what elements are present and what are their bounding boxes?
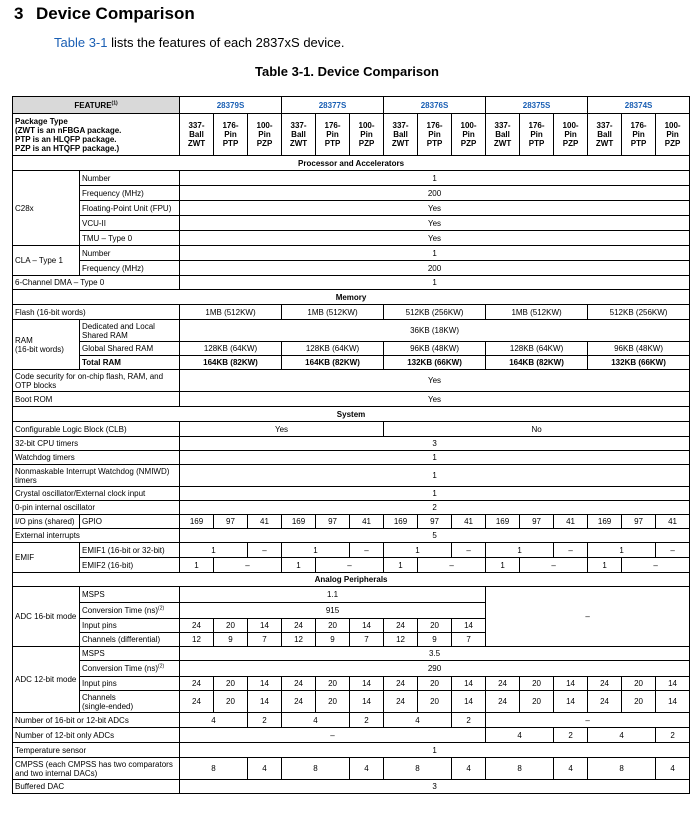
cell-value: 20 [622, 677, 656, 691]
table-row [13, 501, 690, 515]
cla-label: CLA – Type 1 [13, 246, 80, 276]
cell-value: – [486, 587, 690, 647]
cell-value: 1 [486, 543, 554, 558]
cell-value: 24 [384, 691, 418, 713]
table-row [13, 728, 690, 743]
cell-value: 4 [452, 758, 486, 780]
cell-value: 24 [180, 691, 214, 713]
cell-value: 12 [384, 633, 418, 647]
table-row [13, 558, 690, 573]
table-row [13, 529, 690, 543]
cell-value: 1 [486, 558, 520, 573]
row-label: Number [80, 171, 180, 186]
row-label: Nonmaskable Interrupt Watchdog (NMIWD) timers [13, 465, 180, 487]
table-row [13, 587, 690, 603]
table-row [13, 171, 690, 186]
cell-value: 200 [180, 261, 690, 276]
table-row [13, 246, 690, 261]
cell-value: 24 [588, 677, 622, 691]
cell-value: 4 [588, 728, 656, 743]
cell-value: 200 [180, 186, 690, 201]
cell-value: 24 [282, 619, 316, 633]
cell-value: 20 [520, 677, 554, 691]
cell-value: 14 [248, 677, 282, 691]
package-cell: 100- Pin PZP [350, 114, 384, 156]
cell-value: 20 [316, 619, 350, 633]
cell-value: 14 [554, 691, 588, 713]
cell-value: 2 [248, 713, 282, 728]
table-row [13, 780, 690, 794]
package-cell: 100- Pin PZP [554, 114, 588, 156]
cell-value: 3 [180, 437, 690, 451]
adc16-label: ADC 16-bit mode [13, 587, 80, 647]
cell-value: 4 [180, 713, 248, 728]
section-number: 3 [14, 4, 24, 23]
table-row [13, 691, 690, 713]
cell-value: 3 [180, 780, 690, 794]
table-row [13, 261, 690, 276]
row-label: Watchdog timers [13, 451, 180, 465]
row-label: Channels (single-ended) [80, 691, 180, 713]
row-label: Temperature sensor [13, 743, 180, 758]
cell-value: 97 [214, 515, 248, 529]
cell-value: 7 [452, 633, 486, 647]
cell-value: – [418, 558, 486, 573]
cell-value: 1 [180, 558, 214, 573]
row-label: Total RAM [80, 356, 180, 370]
cell-value: 1 [384, 543, 452, 558]
section-header: Memory [13, 290, 690, 305]
row-label: 6-Channel DMA – Type 0 [13, 276, 180, 290]
cell-value: 3.5 [180, 647, 690, 661]
cell-value: – [622, 558, 690, 573]
cell-value: 4 [282, 713, 350, 728]
row-label: MSPS [80, 647, 180, 661]
cell-value: 41 [350, 515, 384, 529]
row-label: VCU-II [80, 216, 180, 231]
cell-value: 169 [180, 515, 214, 529]
cell-value: 20 [418, 691, 452, 713]
device-header: 28377S [282, 97, 384, 114]
cell-value: 20 [214, 619, 248, 633]
table-row [13, 515, 690, 529]
row-label: 0-pin internal oscillator [13, 501, 180, 515]
package-cell: 100- Pin PZP [248, 114, 282, 156]
cell-value: No [384, 422, 690, 437]
cell-value: 128KB (64KW) [180, 342, 282, 356]
cell-value: 164KB (82KW) [282, 356, 384, 370]
cell-value: 14 [350, 691, 384, 713]
table-row [13, 758, 690, 780]
cell-value: 41 [248, 515, 282, 529]
table-row [13, 713, 690, 728]
row-label: Frequency (MHz) [80, 261, 180, 276]
cell-value: 164KB (82KW) [180, 356, 282, 370]
cell-value: 97 [622, 515, 656, 529]
cell-value: 1 [282, 543, 350, 558]
table-row [13, 356, 690, 370]
device-comparison-table [12, 96, 690, 794]
cell-value: 97 [418, 515, 452, 529]
package-cell: 337- Ball ZWT [282, 114, 316, 156]
cell-value: 12 [282, 633, 316, 647]
section-heading [14, 4, 195, 24]
cell-value: 1 [180, 487, 690, 501]
device-header: 28379S [180, 97, 282, 114]
cell-value: 1MB (512KW) [180, 305, 282, 320]
table-row [13, 216, 690, 231]
cell-value: 20 [316, 691, 350, 713]
row-label: CMPSS (each CMPSS has two comparators and two internal DACs) [13, 758, 180, 780]
cell-value: 4 [384, 713, 452, 728]
cell-value: 4 [486, 728, 554, 743]
cell-value: 14 [248, 691, 282, 713]
cell-value: 20 [316, 677, 350, 691]
cell-value: – [486, 713, 690, 728]
cell-value: – [316, 558, 384, 573]
cell-value: Yes [180, 422, 384, 437]
section-title: Device Comparison [36, 4, 195, 23]
table-row [13, 320, 690, 342]
c28x-label: C28x [13, 171, 80, 246]
cell-value: 4 [350, 758, 384, 780]
cell-value: 9 [418, 633, 452, 647]
package-label: Package Type (ZWT is an nFBGA package. PTP is an HLQFP package. PZP is an HTQFP package.) [13, 114, 180, 156]
cell-value: 4 [248, 758, 282, 780]
cell-value: 2 [180, 501, 690, 515]
cell-value: 290 [180, 661, 690, 677]
cell-value: 20 [520, 691, 554, 713]
cell-value: 1MB (512KW) [486, 305, 588, 320]
cell-value: 97 [520, 515, 554, 529]
cell-value: 9 [316, 633, 350, 647]
cell-value: 7 [350, 633, 384, 647]
row-label: Conversion Time (ns)$^{(2)}$ [80, 603, 180, 619]
cell-value: 8 [180, 758, 248, 780]
device-header: 28374S [588, 97, 690, 114]
cell-value: 24 [384, 619, 418, 633]
cell-value: 169 [282, 515, 316, 529]
cell-value: 1 [180, 743, 690, 758]
table-row [13, 422, 690, 437]
cell-value: 14 [656, 691, 690, 713]
cell-value: 132KB (66KW) [384, 356, 486, 370]
cell-value: 12 [180, 633, 214, 647]
cell-value: 24 [282, 691, 316, 713]
table-row [13, 661, 690, 677]
cell-value: – [180, 728, 486, 743]
cell-value: 1 [588, 543, 656, 558]
row-label: Number of 16-bit or 12-bit ADCs [13, 713, 180, 728]
cell-value: 41 [554, 515, 588, 529]
row-label: Code security for on-chip flash, RAM, and OTP blocks [13, 370, 180, 392]
row-label: EMIF1 (16-bit or 32-bit) [80, 543, 180, 558]
package-cell: 176- Pin PTP [214, 114, 248, 156]
section-header: Analog Peripherals [13, 573, 690, 587]
cell-value: 1 [180, 543, 248, 558]
cell-value: 8 [282, 758, 350, 780]
cell-value: 512KB (256KW) [588, 305, 690, 320]
cell-value: – [350, 543, 384, 558]
feature-header: FEATURE$^{(1)}$ [13, 97, 180, 114]
cell-value: 132KB (66KW) [588, 356, 690, 370]
section-header: System [13, 407, 690, 422]
row-sublabel: GPIO [80, 515, 180, 529]
cell-value: 169 [588, 515, 622, 529]
table-row [13, 305, 690, 320]
package-cell: 176- Pin PTP [520, 114, 554, 156]
row-label: External interrupts [13, 529, 180, 543]
cell-value: Yes [180, 201, 690, 216]
package-cell: 176- Pin PTP [622, 114, 656, 156]
cell-value: 8 [384, 758, 452, 780]
cell-value: 7 [248, 633, 282, 647]
cell-value: – [248, 543, 282, 558]
cell-value: 1 [588, 558, 622, 573]
row-label: Flash (16-bit words) [13, 305, 180, 320]
table-row [13, 647, 690, 661]
row-label: 32-bit CPU timers [13, 437, 180, 451]
cell-value: 2 [452, 713, 486, 728]
table-row [13, 186, 690, 201]
table-header-row [13, 97, 690, 114]
table-row [13, 437, 690, 451]
cell-value: – [452, 543, 486, 558]
cell-value: 20 [214, 677, 248, 691]
cell-value: 96KB (48KW) [384, 342, 486, 356]
table-row [13, 201, 690, 216]
table-row [13, 342, 690, 356]
cell-value: 1 [384, 558, 418, 573]
cell-value: 128KB (64KW) [282, 342, 384, 356]
table-caption: Table 3-1. Device Comparison [255, 64, 439, 79]
row-label: Configurable Logic Block (CLB) [13, 422, 180, 437]
table-row [13, 370, 690, 392]
table-row [13, 392, 690, 407]
table-row [13, 465, 690, 487]
intro-text: lists the features of each 2837xS device. [107, 35, 345, 50]
package-cell: 176- Pin PTP [316, 114, 350, 156]
cell-value: 41 [656, 515, 690, 529]
cell-value: 9 [214, 633, 248, 647]
cell-value: 2 [656, 728, 690, 743]
cell-value: 20 [214, 691, 248, 713]
cell-value: 2 [350, 713, 384, 728]
package-cell: 176- Pin PTP [418, 114, 452, 156]
package-cell: 100- Pin PZP [452, 114, 486, 156]
cell-value: 1 [180, 465, 690, 487]
cell-value: 5 [180, 529, 690, 543]
intro-paragraph [54, 35, 345, 50]
cell-value: 41 [452, 515, 486, 529]
ram-label: RAM (16-bit words) [13, 320, 80, 370]
cell-value: 14 [452, 691, 486, 713]
cell-value: 20 [418, 619, 452, 633]
cell-value: 169 [384, 515, 418, 529]
cell-value: – [214, 558, 282, 573]
emif-label: EMIF [13, 543, 80, 573]
cell-value: Yes [180, 370, 690, 392]
package-cell: 337- Ball ZWT [486, 114, 520, 156]
table-row [13, 677, 690, 691]
package-row [13, 114, 690, 156]
row-label: Number of 12-bit only ADCs [13, 728, 180, 743]
row-label: Frequency (MHz) [80, 186, 180, 201]
cell-value: 24 [486, 677, 520, 691]
row-label: I/O pins (shared) [13, 515, 80, 529]
row-label: Global Shared RAM [80, 342, 180, 356]
cell-value: 14 [350, 677, 384, 691]
cell-value: – [520, 558, 588, 573]
cell-value: 512KB (256KW) [384, 305, 486, 320]
adc12-label: ADC 12-bit mode [13, 647, 80, 713]
device-header: 28375S [486, 97, 588, 114]
table-row [13, 231, 690, 246]
cell-value: 14 [554, 677, 588, 691]
cell-value: 169 [486, 515, 520, 529]
cell-value: Yes [180, 231, 690, 246]
cell-value: 1 [282, 558, 316, 573]
cell-value: 36KB (18KW) [180, 320, 690, 342]
cell-value: 1MB (512KW) [282, 305, 384, 320]
cell-value: 1 [180, 451, 690, 465]
cell-value: 14 [452, 677, 486, 691]
cell-value: 1 [180, 246, 690, 261]
row-label: Dedicated and Local Shared RAM [80, 320, 180, 342]
cell-value: 128KB (64KW) [486, 342, 588, 356]
row-label: Boot ROM [13, 392, 180, 407]
cell-value: Yes [180, 392, 690, 407]
cell-value: 8 [486, 758, 554, 780]
cell-value: – [656, 543, 690, 558]
package-cell: 337- Ball ZWT [588, 114, 622, 156]
cell-value: 915 [180, 603, 486, 619]
device-header: 28376S [384, 97, 486, 114]
row-label: Channels (differential) [80, 633, 180, 647]
cell-value: 14 [656, 677, 690, 691]
cell-value: 1 [180, 171, 690, 186]
cell-value: 24 [282, 677, 316, 691]
cell-value: 14 [452, 619, 486, 633]
row-label: TMU – Type 0 [80, 231, 180, 246]
cell-value: 97 [316, 515, 350, 529]
cell-value: 24 [588, 691, 622, 713]
cell-value: 2 [554, 728, 588, 743]
cell-value: 14 [350, 619, 384, 633]
row-label: Conversion Time (ns)$^{(2)}$ [80, 661, 180, 677]
row-label: Buffered DAC [13, 780, 180, 794]
cell-value: 8 [588, 758, 656, 780]
cell-value: 24 [180, 677, 214, 691]
section-header: Processor and Accelerators [13, 156, 690, 171]
cell-value: 4 [554, 758, 588, 780]
package-cell: 100- Pin PZP [656, 114, 690, 156]
table-link[interactable]: Table 3-1 [54, 35, 108, 50]
cell-value: 1 [180, 276, 690, 290]
package-cell: 337- Ball ZWT [180, 114, 214, 156]
row-label: Floating-Point Unit (FPU) [80, 201, 180, 216]
row-label: MSPS [80, 587, 180, 603]
row-label: Crystal oscillator/External clock input [13, 487, 180, 501]
cell-value: 96KB (48KW) [588, 342, 690, 356]
row-label: Input pins [80, 677, 180, 691]
cell-value: – [554, 543, 588, 558]
row-label: Number [80, 246, 180, 261]
cell-value: Yes [180, 216, 690, 231]
table-row [13, 543, 690, 558]
cell-value: 24 [486, 691, 520, 713]
table-row [13, 487, 690, 501]
cell-value: 24 [384, 677, 418, 691]
row-label: EMIF2 (16-bit) [80, 558, 180, 573]
cell-value: 4 [656, 758, 690, 780]
table-row [13, 743, 690, 758]
table-row [13, 451, 690, 465]
row-label: Input pins [80, 619, 180, 633]
cell-value: 20 [418, 677, 452, 691]
table-row [13, 276, 690, 290]
package-cell: 337- Ball ZWT [384, 114, 418, 156]
cell-value: 14 [248, 619, 282, 633]
cell-value: 24 [180, 619, 214, 633]
cell-value: 20 [622, 691, 656, 713]
cell-value: 1.1 [180, 587, 486, 603]
cell-value: 164KB (82KW) [486, 356, 588, 370]
